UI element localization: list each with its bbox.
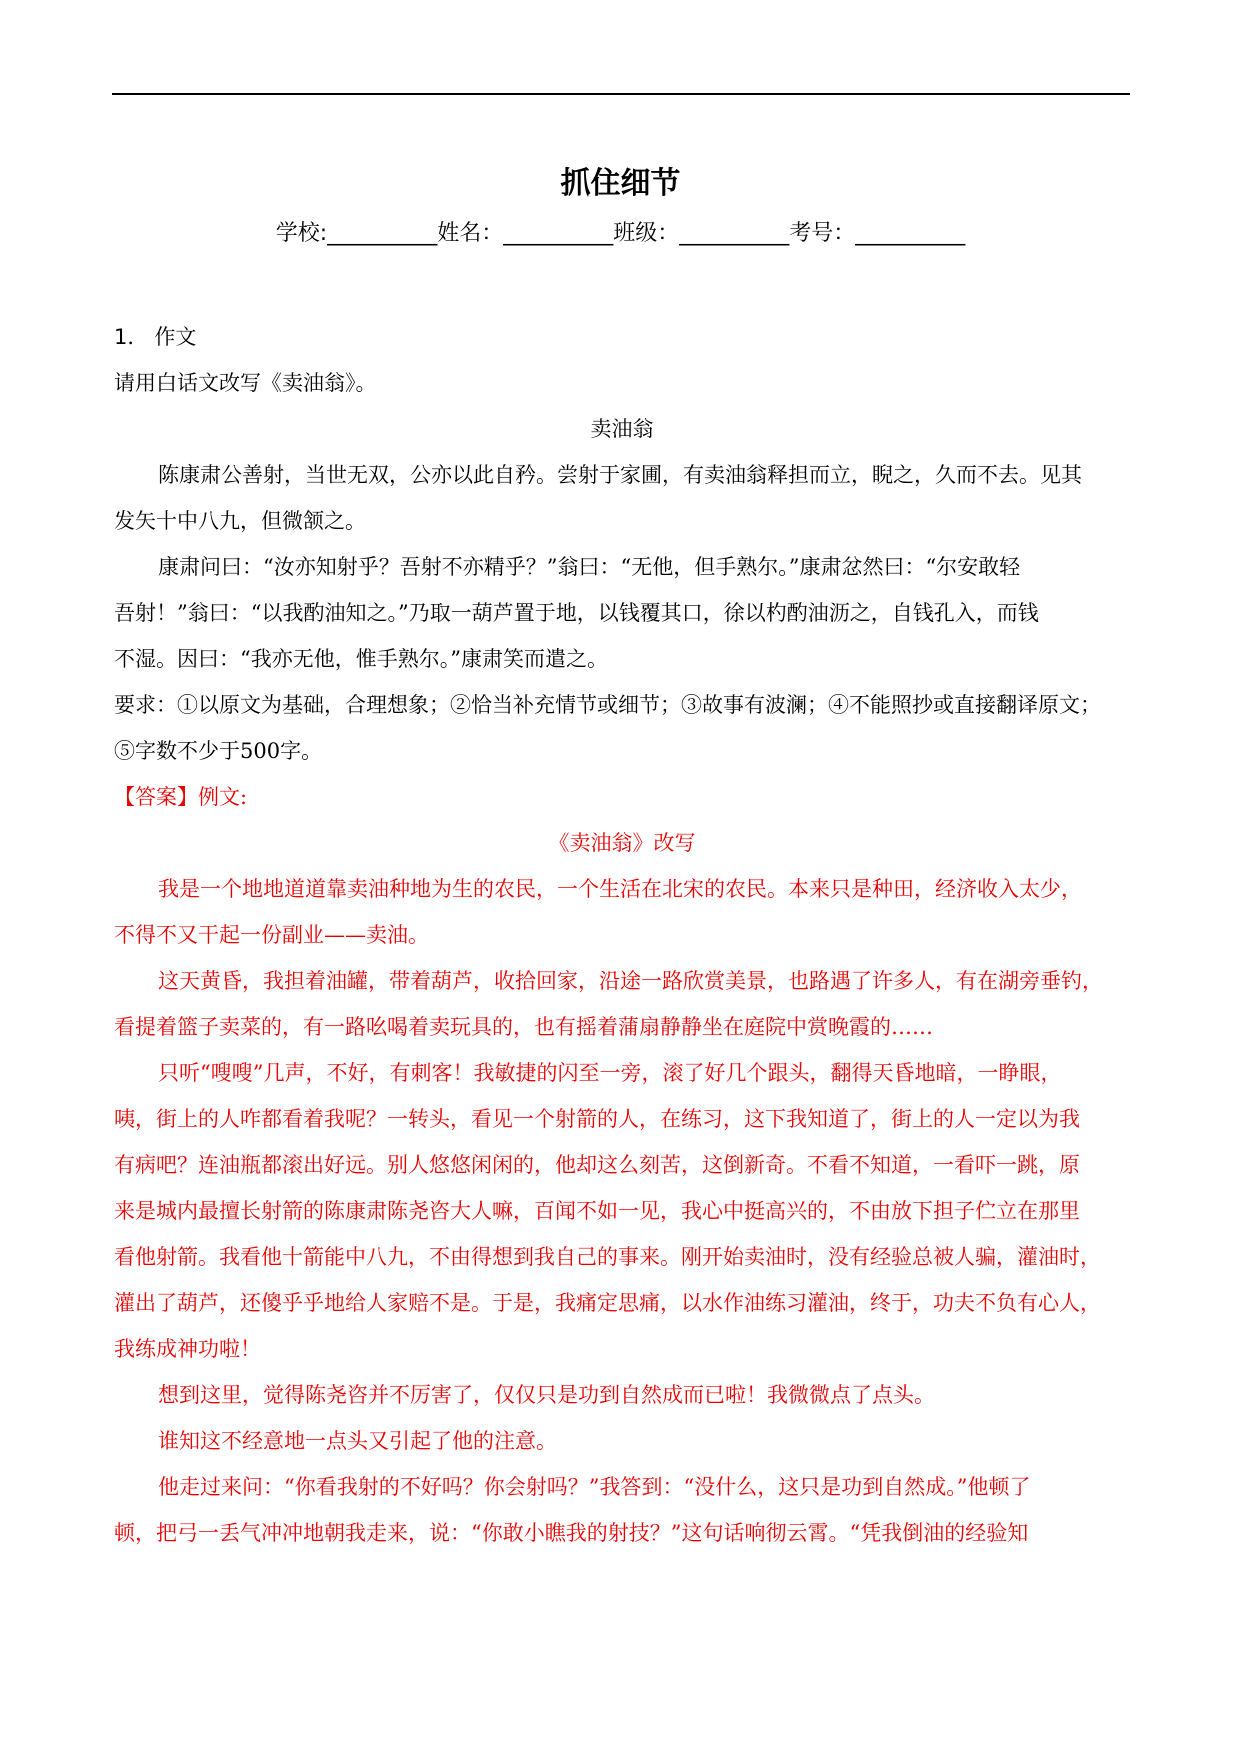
requirements-line: 要求：①以原文为基础，合理想象；②恰当补充情节或细节；③故事有波澜；④不能照抄或直接翻译原文； <box>114 693 1101 717</box>
essay-line: 他走过来问：“你看我射的不好吗？你会射吗？”我答到：“没什么，这只是功到自然成。”他顿了 <box>158 1475 1031 1499</box>
class-label: 班级： <box>613 221 680 246</box>
essay-line: 看他射箭。我看他十箭能中八九，不由得想到我自己的事来。刚开始卖油时，没有经验总被人骗，灌油时， <box>114 1245 1101 1269</box>
answer-lead: 例文: <box>198 785 248 809</box>
essay-line: 来是城内最擅长射箭的陈康肃陈尧咨大人嘛，百闻不如一见，我心中挺高兴的，不由放下担子伫立在那里 <box>114 1199 1080 1223</box>
name-label: 姓名： <box>437 221 504 246</box>
passage-line: 发矢十中八九，但微颔之。 <box>114 509 366 533</box>
document-content <box>114 314 1130 1556</box>
question-type: 作文 <box>154 325 197 349</box>
passage-line: 陈康肃公善射，当世无双，公亦以此自矜。尝射于家圃，有卖油翁释担而立，睨之，久而不去。见其 <box>158 463 1082 487</box>
question-prompt: 请用白话文改写《卖油翁》。 <box>114 371 377 395</box>
page-title: 抓住细节 <box>560 166 681 201</box>
essay-line: 顿，把弓一丢气冲冲地朝我走来，说：“你敢小瞧我的射技？”这句话响彻云霄。“凭我倒油的经验知 <box>114 1521 1029 1545</box>
essay-title: 《卖油翁》改写 <box>548 831 696 855</box>
essay-line: 不得不又干起一份副业——卖油。 <box>114 923 429 947</box>
essay-line: 我练成神功啦！ <box>114 1337 261 1361</box>
passage-line: 不湿。因曰：“我亦无他，惟手熟尔。”康肃笑而遣之。 <box>114 647 608 671</box>
essay-line: 我是一个地地道道靠卖油种地为生的农民，一个生活在北宋的农民。本来只是种田，经济收入太少， <box>158 877 1082 901</box>
essay-line: 想到这里，觉得陈尧咨并不厉害了，仅仅只是功到自然成而已啦！我微微点了点头。 <box>158 1383 935 1407</box>
passage-line: 吾射！”翁曰：“以我酌油知之。”乃取一葫芦置于地，以钱覆其口，徐以杓酌油沥之，自钱孔入，而钱 <box>114 601 1039 625</box>
essay-line: 灌出了葫芦，还傻乎乎地给人家赔不是。于是，我痛定思痛，以水作油练习灌油，终于，功夫不负有心人， <box>114 1291 1101 1315</box>
exam-number-label: 考号： <box>789 221 856 246</box>
essay-line: 谁知这不经意地一点头又引起了他的注意。 <box>158 1429 557 1453</box>
passage-line: 康肃问曰：“汝亦知射乎？吾射不亦精乎？”翁曰：“无他，但手熟尔。”康肃忿然曰：“尔安敢轻 <box>158 555 1021 579</box>
name-blank[interactable]: __________ <box>503 221 614 246</box>
essay-line: 看提着篮子卖菜的，有一路吆喝着卖玩具的，也有摇着蒲扇静静坐在庭院中赏晚霞的…… <box>114 1015 933 1039</box>
student-info-line <box>0 218 1241 250</box>
question-number: 1． <box>114 325 149 349</box>
class-blank[interactable]: __________ <box>679 221 790 246</box>
passage-title: 卖油翁 <box>590 417 654 441</box>
essay-line: 只听“嗖嗖”几声，不好，有刺客！我敏捷的闪至一旁，滚了好几个跟头，翻得天昏地暗，一睁眼， <box>158 1061 1062 1085</box>
answer-tag: 【答案】 <box>114 785 198 809</box>
essay-line: 有病吧？连油瓶都滚出好远。别人悠悠闲闲的，他却这么刻苦，这倒新奇。不看不知道，一看吓一跳，原 <box>114 1153 1080 1177</box>
essay-line: 这天黄昏，我担着油罐，带着葫芦，收拾回家，沿途一路欣赏美景，也路遇了许多人，有在湖旁垂钓， <box>158 969 1103 993</box>
exam-number-blank[interactable]: __________ <box>855 221 966 246</box>
requirements-line: ⑤字数不少于500字。 <box>114 739 323 763</box>
school-label: 学校: <box>275 221 328 246</box>
header-rule <box>112 93 1130 95</box>
question-heading <box>114 314 1130 360</box>
school-blank[interactable]: __________ <box>327 221 438 246</box>
essay-line: 咦，街上的人咋都看着我呢？一转头，看见一个射箭的人，在练习，这下我知道了，街上的人一定以为我 <box>114 1107 1080 1131</box>
answer-heading <box>114 774 1130 820</box>
